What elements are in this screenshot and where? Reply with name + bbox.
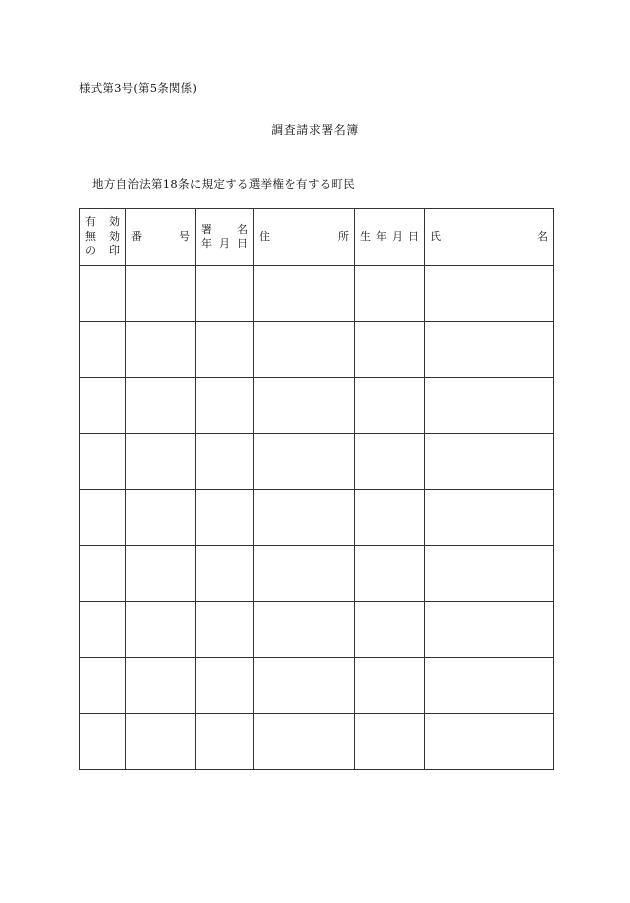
cell-address[interactable] <box>254 658 355 714</box>
cell-birth-date[interactable] <box>355 714 425 770</box>
table-row <box>80 602 554 658</box>
cell-number[interactable] <box>126 658 196 714</box>
cell-signature-date[interactable] <box>196 714 254 770</box>
cell-number[interactable] <box>126 378 196 434</box>
cell-birth-date[interactable] <box>355 490 425 546</box>
cell-validity-stamp[interactable] <box>80 378 126 434</box>
cell-name[interactable] <box>425 658 554 714</box>
cell-address[interactable] <box>254 378 355 434</box>
cell-birth-date[interactable] <box>355 434 425 490</box>
cell-address[interactable] <box>254 602 355 658</box>
cell-signature-date[interactable] <box>196 266 254 322</box>
header-name-c1: 氏 <box>430 229 441 243</box>
cell-name[interactable] <box>425 602 554 658</box>
cell-validity-stamp[interactable] <box>80 434 126 490</box>
cell-number[interactable] <box>126 602 196 658</box>
cell-name[interactable] <box>425 266 554 322</box>
cell-address[interactable] <box>254 322 355 378</box>
cell-address[interactable] <box>254 714 355 770</box>
cell-signature-date[interactable] <box>196 490 254 546</box>
cell-validity-stamp[interactable] <box>80 490 126 546</box>
header-signature-date <box>196 209 254 266</box>
cell-number[interactable] <box>126 714 196 770</box>
cell-name[interactable] <box>425 322 554 378</box>
header-validity-c4: 効 <box>109 229 120 243</box>
header-validity-c3: 無 <box>85 229 96 243</box>
cell-number[interactable] <box>126 546 196 602</box>
header-sign-c2: 名 <box>237 222 248 236</box>
signature-table-body <box>80 266 554 770</box>
header-sign-month: 月 <box>219 237 230 250</box>
table-row <box>80 322 554 378</box>
header-birth-c1: 生 <box>360 229 371 243</box>
cell-validity-stamp[interactable] <box>80 322 126 378</box>
header-address-c1: 住 <box>259 229 270 243</box>
cell-address[interactable] <box>254 266 355 322</box>
header-validity-c6: 印 <box>109 244 120 258</box>
cell-validity-stamp[interactable] <box>80 546 126 602</box>
cell-address[interactable] <box>254 546 355 602</box>
cell-name[interactable] <box>425 378 554 434</box>
cell-number[interactable] <box>126 434 196 490</box>
form-number: 様式第3号(第5条関係) <box>79 81 198 95</box>
header-row <box>80 209 554 266</box>
header-address-c2: 所 <box>338 229 349 243</box>
cell-validity-stamp[interactable] <box>80 602 126 658</box>
header-birth-date <box>355 209 425 266</box>
header-sign-c1: 署 <box>201 222 212 236</box>
cell-name[interactable] <box>425 714 554 770</box>
header-birth-c2: 年 <box>376 229 387 243</box>
header-validity-stamp <box>80 209 126 266</box>
cell-birth-date[interactable] <box>355 322 425 378</box>
header-name <box>425 209 554 266</box>
cell-birth-date[interactable] <box>355 602 425 658</box>
cell-validity-stamp[interactable] <box>80 658 126 714</box>
cell-birth-date[interactable] <box>355 378 425 434</box>
cell-signature-date[interactable] <box>196 434 254 490</box>
header-number <box>126 209 196 266</box>
signature-table <box>79 208 554 770</box>
cell-validity-stamp[interactable] <box>80 714 126 770</box>
cell-name[interactable] <box>425 434 554 490</box>
table-row <box>80 546 554 602</box>
header-number-c2: 号 <box>179 229 190 243</box>
cell-signature-date[interactable] <box>196 378 254 434</box>
cell-signature-date[interactable] <box>196 658 254 714</box>
table-row <box>80 658 554 714</box>
table-row <box>80 714 554 770</box>
cell-signature-date[interactable] <box>196 322 254 378</box>
cell-number[interactable] <box>126 490 196 546</box>
cell-birth-date[interactable] <box>355 658 425 714</box>
cell-address[interactable] <box>254 434 355 490</box>
document-title: 調査請求署名簿 <box>271 123 359 137</box>
table-row <box>80 434 554 490</box>
header-birth-c4: 日 <box>408 229 419 243</box>
header-number-c1: 番 <box>131 229 142 243</box>
cell-name[interactable] <box>425 490 554 546</box>
table-row <box>80 490 554 546</box>
cell-number[interactable] <box>126 322 196 378</box>
header-validity-c2: 効 <box>109 215 120 229</box>
header-birth-c3: 月 <box>392 229 403 243</box>
header-address <box>254 209 355 266</box>
cell-signature-date[interactable] <box>196 602 254 658</box>
cell-validity-stamp[interactable] <box>80 266 126 322</box>
header-name-c2: 名 <box>537 229 548 243</box>
table-row <box>80 266 554 322</box>
cell-signature-date[interactable] <box>196 546 254 602</box>
header-sign-year: 年 <box>201 237 212 250</box>
header-sign-day: 日 <box>237 237 248 250</box>
header-validity-c5: の <box>85 244 96 258</box>
cell-birth-date[interactable] <box>355 546 425 602</box>
cell-name[interactable] <box>425 546 554 602</box>
cell-number[interactable] <box>126 266 196 322</box>
header-validity-c1: 有 <box>85 215 96 229</box>
eligibility-statement: 地方自治法第18条に規定する選挙権を有する町民 <box>92 177 356 191</box>
cell-address[interactable] <box>254 490 355 546</box>
cell-birth-date[interactable] <box>355 266 425 322</box>
table-row <box>80 378 554 434</box>
